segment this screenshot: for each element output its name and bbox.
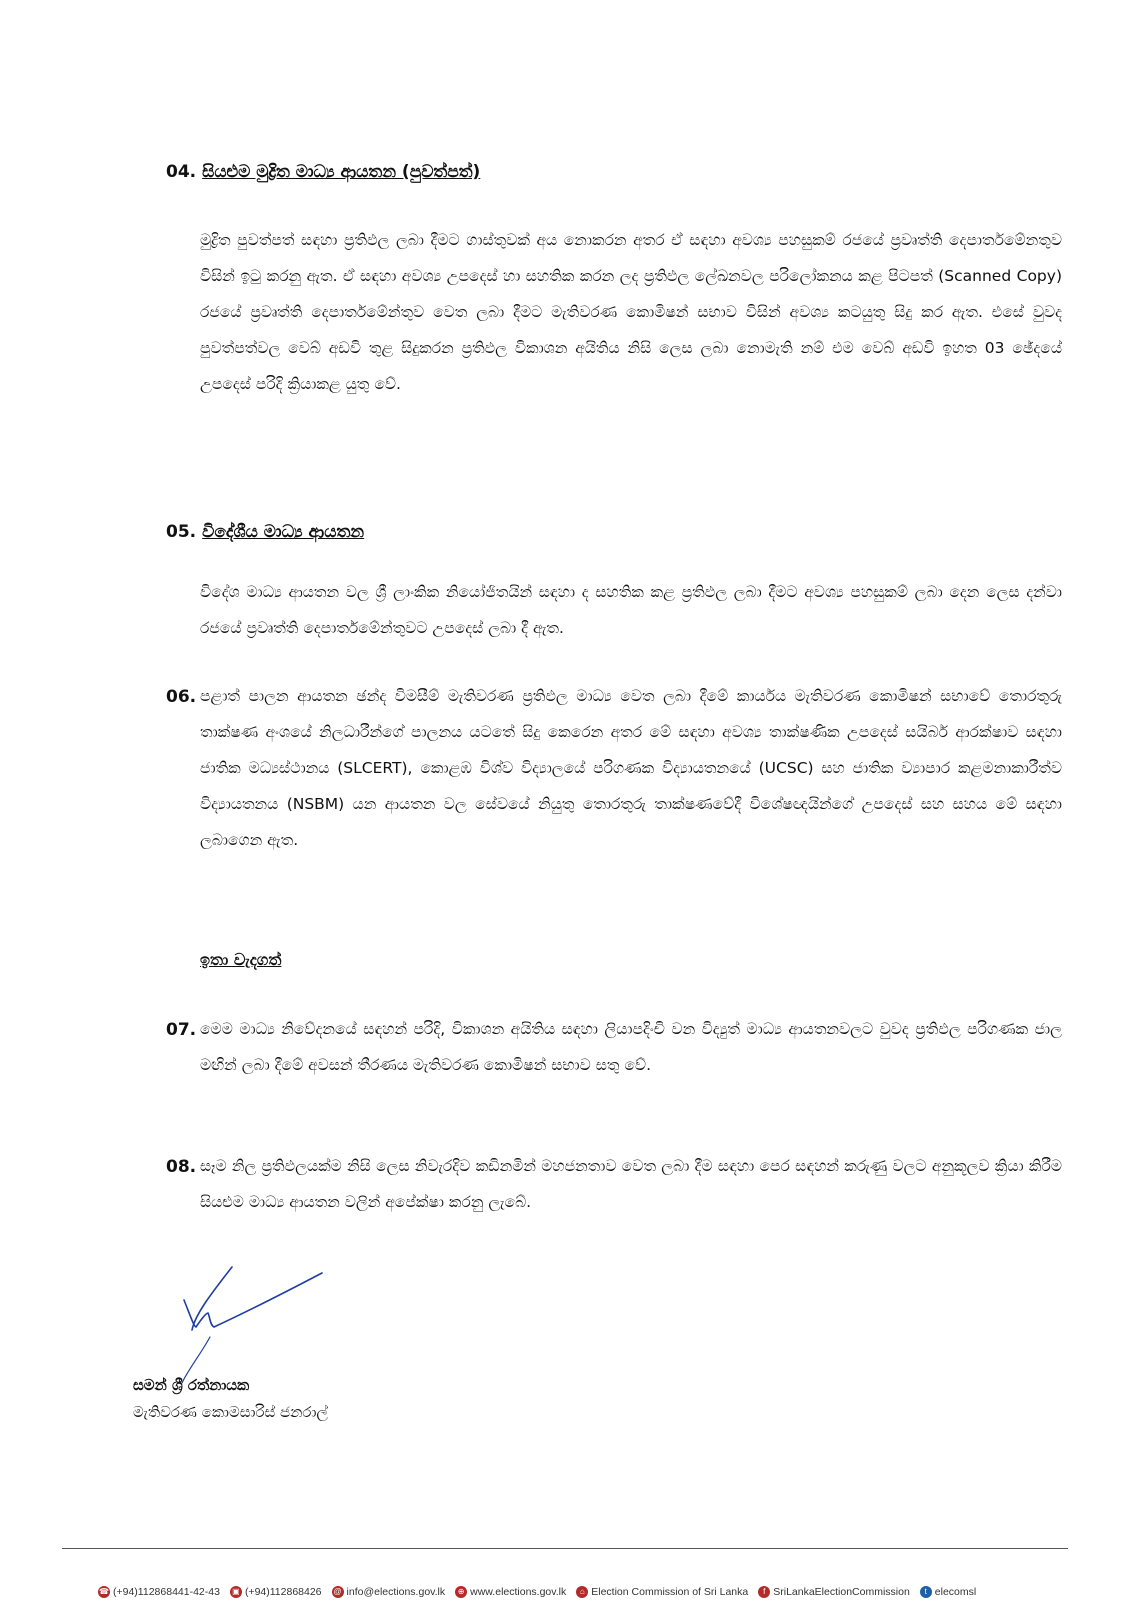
fax-number: (+94)112868426	[244, 1586, 322, 1598]
twitter-handle[interactable]: elecomsl	[934, 1586, 977, 1598]
footer-phone	[98, 1586, 220, 1598]
important-heading: ඉතා වැදගත්	[200, 950, 282, 969]
signatory-name: සමන් ශ්‍රී රත්නායක	[133, 1376, 250, 1394]
email-icon: @	[333, 1587, 342, 1596]
section-05-heading	[166, 522, 364, 542]
org-name: Election Commission of Sri Lanka	[591, 1586, 749, 1598]
section-title: සියළුම මුද්‍රිත මාධ්‍ය ආයතන (පුවත්පත්)	[202, 162, 481, 182]
facebook-icon: f	[758, 1586, 770, 1598]
footer-email[interactable]	[332, 1586, 446, 1598]
signature-mark	[170, 1255, 340, 1385]
section-07-body: මෙම මාධ්‍ය නිවේදනයේ සඳහන් පරිදි, විකාශන අයිතිය සඳහා ලියාපදිංචි වන විද්‍යුත් මාධ්‍ය ආයතනවලට වුවද ප්‍රතිඵල පරිගණක ජාල මඟින් ලබා දීමේ අවසන් තීරණය මැතිවරණ කොමිෂන් සභාව සතු වේ.	[200, 1020, 1062, 1074]
fax-icon: ▣	[230, 1586, 242, 1598]
phone-icon: ☎	[99, 1587, 109, 1596]
phone-number: (+94)112868441-42-43	[113, 1586, 220, 1598]
footer-fax	[230, 1586, 322, 1598]
section-08-body: සෑම නිල ප්‍රතිඵලයක්ම නිසි ලෙස නිවැරදිව කඩිනමින් මහජනතාව වෙත ලබා දීම සඳහා පෙර සඳහන් කරුණු වලට අනුකූලව ක්‍රියා කිරීම සියළුම මාධ්‍ය ආයතන වලින් අපේක්ෂා කරනු ලැබේ.	[200, 1157, 1062, 1211]
section-07-number: 07.	[166, 1020, 197, 1040]
signatory-title: මැතිවරණ කොමසාරිස් ජනරාල්	[133, 1403, 328, 1421]
footer-twitter[interactable]	[920, 1586, 976, 1598]
footer-contacts	[98, 1582, 1058, 1602]
section-06-body: පළාත් පාලන ආයතන ඡන්ද විමසීම් මැතිවරණ ප්‍රතිඵල මාධ්‍ය වෙත ලබා දීමේ කාර්යය මැතිවරණ කොමිෂන් සභාවේ තොරතුරු තාක්ෂණ අංශයේ නිලධාරීන්ගේ පාලනය යටතේ සිදු කෙරෙන අතර මේ සඳහා අවශ්‍ය තාක්ෂණික උපදෙස් සයිබර් ආරක්ෂාව සඳහා ජාතික මධ්‍යස්ථානය (SLCERT), කොළඹ විශ්ව විද්‍යාලයේ පරිගණක විද්‍යායතනයේ (UCSC) සහ ජාතික ව්‍යාපාර කළමනාකාරීත්ව විද්‍යායතනය (NSBM) යන ආයතන වල සේවයේ නියුතු තොරතුරු තාක්ෂණවේදී විශේෂඥයින්ගේ උපදෙස් සහ සහය මේ සඳහා ලබාගෙන ඇත.	[200, 687, 1063, 849]
section-title: විදේශීය මාධ්‍ය ආයතන	[202, 522, 365, 542]
twitter-icon: t	[920, 1586, 932, 1598]
building-icon: ⌂	[576, 1586, 588, 1598]
section-06-number: 06.	[166, 687, 197, 707]
footer-org	[576, 1586, 748, 1598]
section-08-number: 08.	[166, 1157, 197, 1177]
section-05-body: විදේශ මාධ්‍ය ආයතන වල ශ්‍රී ලාංකික නියෝජිතයින් සඳහා ද සහතික කළ ප්‍රතිඵල ලබා දීමට අවශ්‍ය පහසුකම් ලබා දෙන ලෙස දන්වා රජයේ ප්‍රවෘත්ති දෙපාර්තමේන්තුවට උපදෙස් ලබා දී ඇත.	[200, 583, 1062, 637]
section-04-heading	[166, 162, 480, 182]
section-number: 05.	[166, 522, 197, 542]
footer-divider	[62, 1548, 1068, 1549]
email-address[interactable]: info@elections.gov.lk	[346, 1586, 446, 1598]
footer-web[interactable]	[455, 1586, 566, 1598]
website-link[interactable]: www.elections.gov.lk	[470, 1586, 567, 1598]
facebook-handle[interactable]: SriLankaElectionCommission	[773, 1586, 910, 1598]
section-04-body: මුද්‍රිත පුවත්පත් සඳහා ප්‍රතිඵල ලබා දීමට ගාස්තුවක් අය නොකරන අතර ඒ සඳහා අවශ්‍ය පහසුකම් රජයේ ප්‍රවෘත්ති දෙපාර්තමේනතුව විසින් ඉටු කරනු ඇත. ඒ සඳහා අවශ්‍ය උපදෙස් හා සහතික කරන ලද ප්‍රතිඵල ලේඛනවල පරිලෝකනය කළ පිටපත් (Scanned Copy) රජයේ ප්‍රවෘත්ති දෙපාර්තමේන්තුව වෙත ලබා දීමට මැතිවරණ කොමිෂන් සභාව විසින් අවශ්‍ය කටයුතු සිදු කර ඇත. එසේ වුවද පුවත්පත්වල වෙබ් අඩවි තුළ සිදුකරන ප්‍රතිඵල විකාශන අයිතිය නිසි ලෙස ලබා නොමැති නම් එම වෙබ් අඩවි ඉහත 03 ඡේදයේ උපදෙස් පරිදි ක්‍රියාකළ යුතු වේ.	[200, 231, 1062, 393]
section-number: 04.	[166, 162, 197, 182]
globe-icon: ⊕	[455, 1586, 467, 1598]
footer-facebook[interactable]	[758, 1586, 910, 1598]
